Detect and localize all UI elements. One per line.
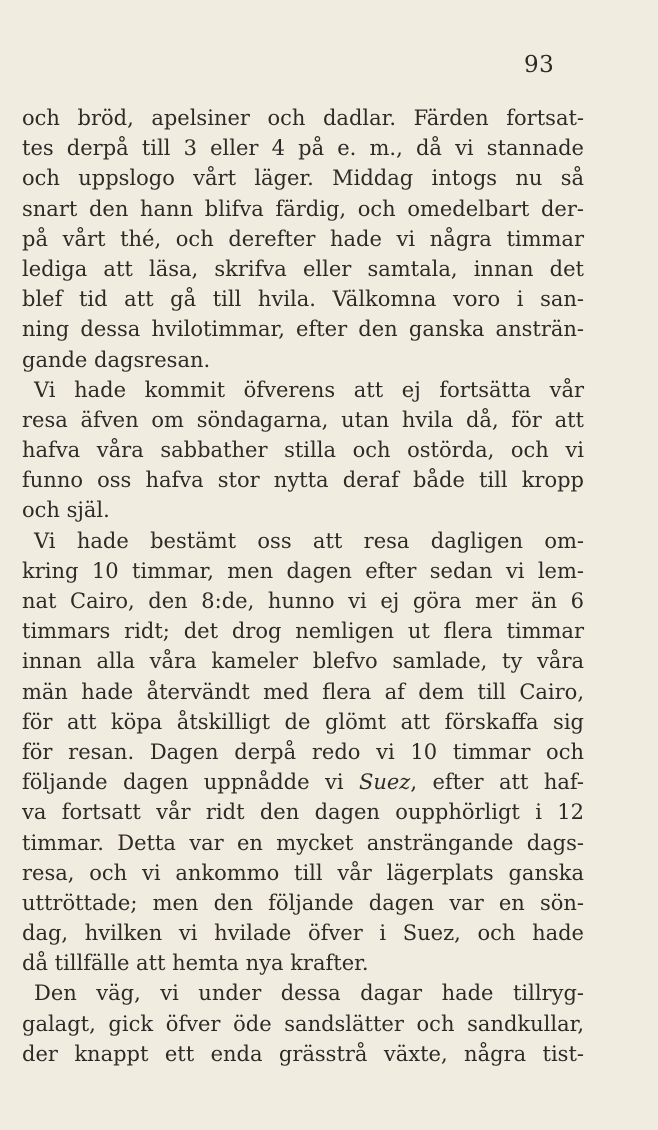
text-line xyxy=(22,767,584,797)
text-line: blef tid att gå till hvila. Välkomna voro i san- xyxy=(22,287,584,312)
text-line: funno oss hafva stor nytta deraf både till kropp xyxy=(22,468,584,493)
text-line: för resan. Dagen derpå redo vi 10 timmar och xyxy=(22,739,584,764)
text-line: och bröd, apelsiner och dadlar. Färden fortsat- xyxy=(22,106,584,130)
text-line: dag, hvilken vi hvilade öfver i Suez, och hade xyxy=(22,921,584,946)
text-line: snart den hann blifva färdig, och omedelbart der- xyxy=(22,196,584,221)
paragraph-end-line: gande dagsresan. xyxy=(22,347,211,372)
text-segment: följande dagen uppnådde vi xyxy=(22,770,359,795)
text-line: galagt, gick öfver öde sandslätter och sandkullar, xyxy=(22,1011,584,1036)
text-line: timmars ridt; det drog nemligen ut flera timmar xyxy=(22,619,584,644)
paragraph-end-line: och själ. xyxy=(22,498,110,523)
text-line: och uppslogo vårt läger. Middag intogs nu så xyxy=(22,166,584,191)
text-line: der knappt ett enda grässtrå växte, några tist- xyxy=(22,1041,584,1066)
text-line: lediga att läsa, skrifva eller samtala, innan det xyxy=(22,256,584,281)
text-line: för att köpa åtskilligt de glömt att förskaffa sig xyxy=(22,709,584,734)
text-line: resa, och vi ankommo till vår lägerplats ganska xyxy=(22,860,584,885)
text-line: kring 10 timmar, men dagen efter sedan vi lem- xyxy=(22,558,584,583)
text-line: på vårt thé, och derefter hade vi några timmar xyxy=(22,226,584,251)
text-line: resa äfven om söndagarna, utan hvila då, för att xyxy=(22,407,584,432)
text-line: tes derpå till 3 eller 4 på e. m., då vi stannade xyxy=(22,136,584,161)
text-segment: , efter att haf- xyxy=(410,770,584,795)
paragraph-start-line: Vi hade bestämt oss att resa dagligen om- xyxy=(34,528,584,553)
text-line: uttröttade; men den följande dagen var en sön- xyxy=(22,890,584,915)
paragraph-end-line: då tillfälle att hemta nya krafter. xyxy=(22,951,369,976)
text-line: timmar. Detta var en mycket ansträngande dags- xyxy=(22,830,584,855)
place-name-italic: Suez xyxy=(358,770,411,795)
text-line: nat Cairo, den 8:de, hunno vi ej göra mer än 6 xyxy=(22,589,584,613)
paragraph-start-line: Vi hade kommit öfverens att ej fortsätta vår xyxy=(34,377,584,402)
text-line: män hade återvändt med flera af dem till Cairo, xyxy=(22,679,584,704)
page-number: 93 xyxy=(524,52,555,78)
paragraph-start-line: Den väg, vi under dessa dagar hade tillryg- xyxy=(34,981,584,1006)
text-line: ning dessa hvilotimmar, efter den ganska ansträn- xyxy=(22,317,584,342)
text-line: innan alla våra kameler blefvo samlade, ty våra xyxy=(22,649,584,674)
text-line: va fortsatt vår ridt den dagen oupphörligt i 12 xyxy=(22,800,584,825)
body-text xyxy=(22,103,584,1069)
text-line: hafva våra sabbather stilla och ostörda, och vi xyxy=(22,438,584,463)
